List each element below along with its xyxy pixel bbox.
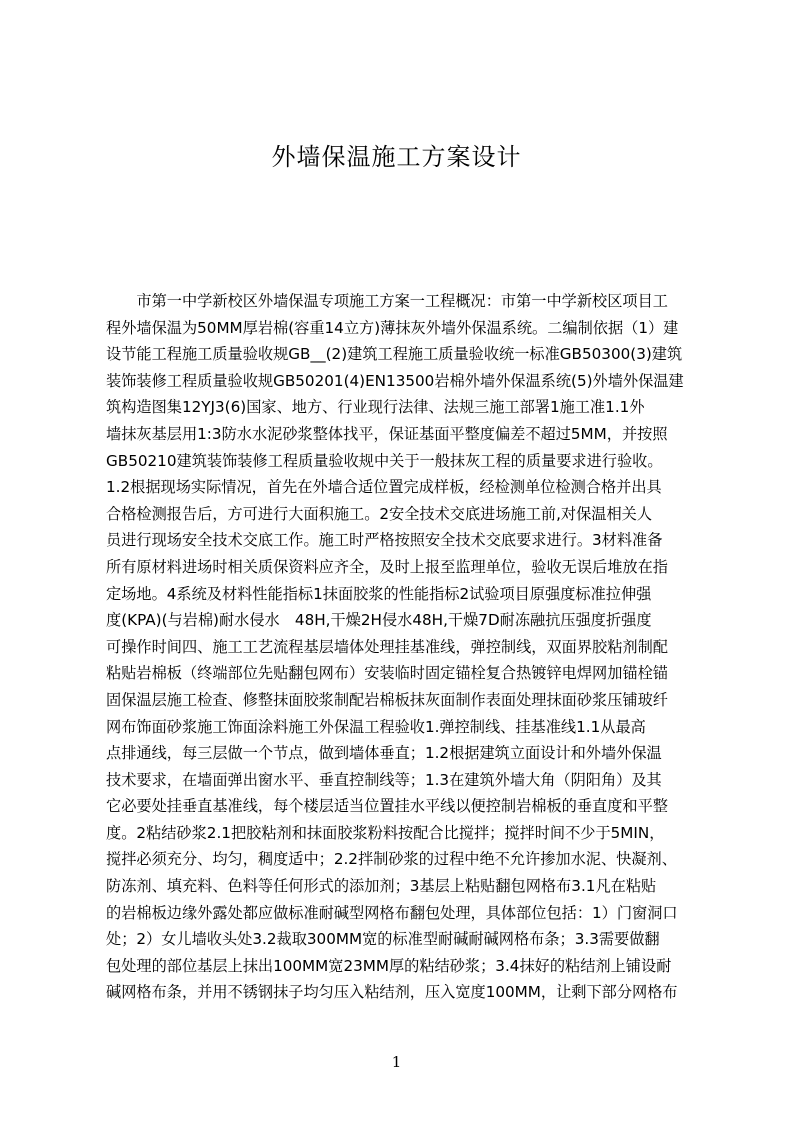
body-line: 网布饰面砂浆施工饰面涂料施工外保温工程验收1.弹控制线、挂基准线1.1从最高 <box>106 717 646 736</box>
body-line: 处；2）女儿墙收头处3.2裁取300MM宽的标准型耐碱耐碱网格布条；3.3需要做翻 <box>106 930 660 949</box>
body-line: 程外墙保温为50MM厚岩棉(容重14立方)薄抹灰外墙外保温系统。二编制依据（1）建 <box>106 318 679 337</box>
body-line: 可操作时间四、施工工艺流程基层墙体处理挂基准线，弹控制线，双面界胶粘剂制配 <box>106 637 668 656</box>
body-line: 度(KPA)(与岩棉)耐水侵水 48H,干燥2H侵水48H,干燥7D耐冻融抗压强度折强度 <box>106 611 652 630</box>
body-line: 防冻剂、填充料、色料等任何形式的添加剂；3基层上粘贴翻包网格布3.1凡在粘贴 <box>106 877 657 896</box>
body-line: 合格检测报告后，方可进行大面积施工。2安全技术交底进场施工前,对保温相关人 <box>106 504 653 523</box>
body-line: 所有原材料进场时相关质保资料应齐全，及时上报至监理单位，验收无误后堆放在指 <box>106 557 668 576</box>
body-line: 点排通线，每三层做一个节点，做到墙体垂直；1.2根据建筑立面设计和外墙外保温 <box>106 744 662 763</box>
body-line: 它必要处挂垂直基准线，每个楼层适当位置挂水平线以便控制岩棉板的垂直度和平整 <box>106 797 668 816</box>
body-line: 筑构造图集12YJ3(6)国家、地方、行业现行法律、法规三施工部署1施工准1.1外 <box>106 398 645 417</box>
document-title: 外墙保温施工方案设计 <box>271 143 522 171</box>
body-line: 粘贴岩棉板（终端部位先贴翻包网布）安装临时固定锚栓复合热镀锌电焊网加锚栓锚 <box>106 664 668 683</box>
body-line: 市第一中学新校区外墙保温专项施工方案一工程概况：市第一中学新校区项目工 <box>106 292 668 310</box>
document-body <box>106 288 697 1002</box>
body-line: 员进行现场安全技术交底工作。施工时严格按照安全技术交底要求进行。3材料准备 <box>106 531 663 550</box>
body-line: 设节能工程施工质量验收规GB__(2)建筑工程施工质量验收统一标准GB50300(3)建筑 <box>106 345 683 364</box>
body-line: GB50210建筑装饰装修工程质量验收规中关于一般抹灰工程的质量要求进行验收。 <box>106 451 663 470</box>
body-line: 装饰装修工程质量验收规GB50201(4)EN13500岩棉外墙外保温系统(5)外墙外保温建 <box>106 371 684 390</box>
page-number: 1 <box>391 1053 402 1071</box>
body-line: 1.2根据现场实际情况，首先在外墙合适位置完成样板，经检测单位检测合格并出具 <box>106 478 662 497</box>
body-line: 固保温层施工检查、修整抹面胶浆制配岩棉板抹灰面制作表面处理抹面砂浆压铺玻纤 <box>106 690 668 709</box>
body-line: 包处理的部位基层上抹出100MM宽23MM厚的粘结砂浆；3.4抹好的粘结剂上铺设耐 <box>106 956 672 975</box>
body-line: 碱网格布条，并用不锈钢抹子均匀压入粘结剂，压入宽度100MM，让剩下部分网格布 <box>106 983 678 1002</box>
body-line: 的岩棉板边缘外露处都应做标准耐碱型网格布翻包处理，具体部位包括：1）门窗洞口 <box>106 903 678 922</box>
body-line: 搅拌必须充分、均匀，稠度适中；2.2拌制砂浆的过程中绝不允许掺加水泥、快凝剂、 <box>106 850 677 869</box>
body-line: 技术要求，在墙面弹出窗水平、垂直控制线等；1.3在建筑外墙大角（阴阳角）及其 <box>106 770 662 789</box>
body-line: 度。2粘结砂浆2.1把胶粘剂和抹面胶浆粉料按配合比搅拌；搅拌时间不少于5MIN， <box>106 823 665 842</box>
body-line: 墙抹灰基层用1:3防水水泥砂浆整体找平，保证基面平整度偏差不超过5MM，并按照 <box>106 424 668 443</box>
body-line: 定场地。4系统及材料性能指标1抹面胶浆的性能指标2试验项目原强度标准拉伸强 <box>106 584 652 603</box>
